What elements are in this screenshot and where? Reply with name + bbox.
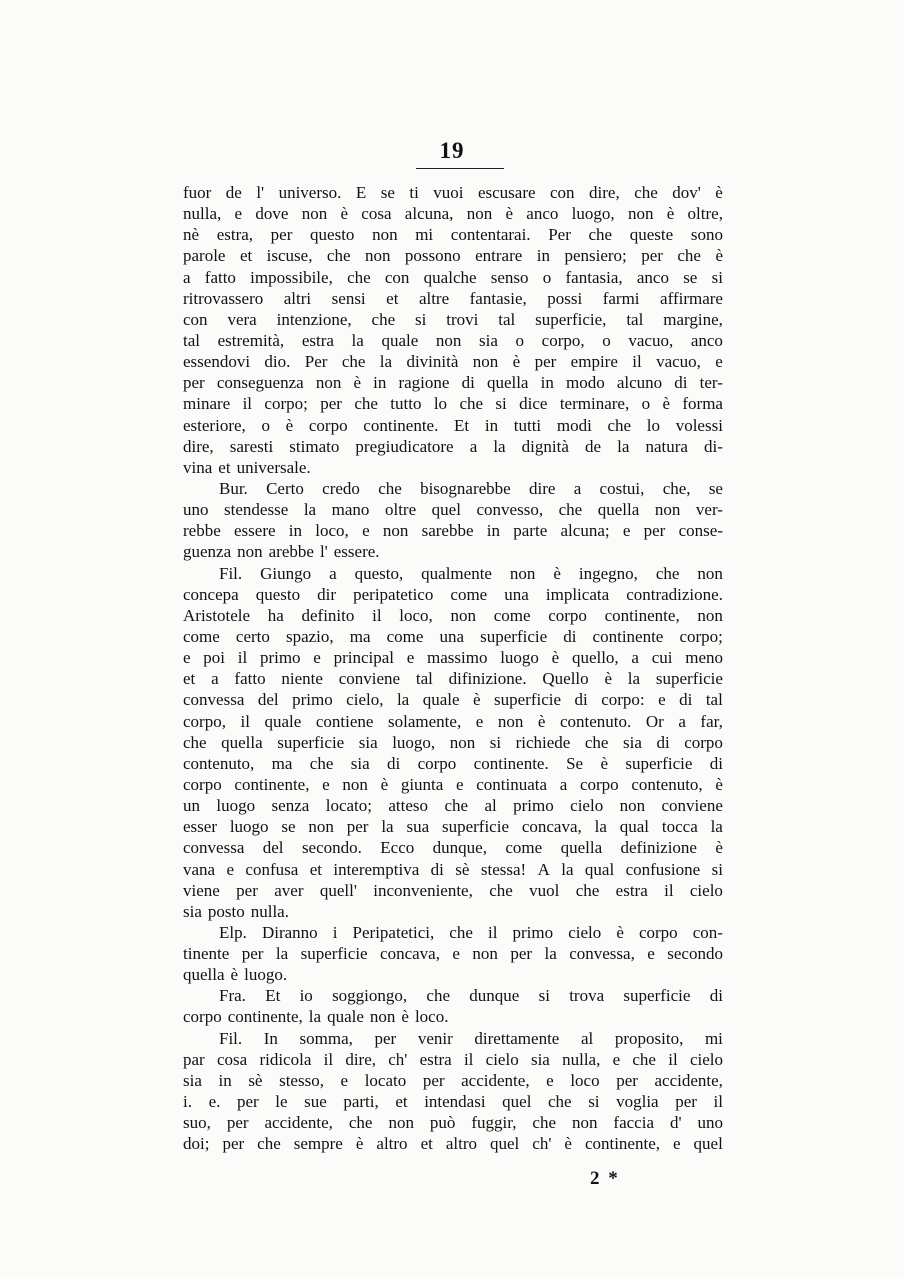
text-line: e poi il primo e principal e massimo luogo è quello, a cui meno: [183, 648, 723, 668]
text-line: convessa del secondo. Ecco dunque, come quella definizione è: [183, 838, 723, 858]
text-line: corpo continente, e non è giunta e continuata a corpo contenuto, è: [183, 774, 723, 794]
text-line: rebbe essere in loco, e non sarebbe in parte alcuna; e per conse-: [183, 521, 723, 541]
text-line: per conseguenza non è in ragione di quella in modo alcuno di ter-: [183, 373, 723, 393]
text-line: a fatto impossibile, che con qualche senso o fantasia, anco se si: [183, 267, 723, 287]
text-line: sia in sè stesso, e locato per accidente, e loco per accidente,: [183, 1070, 723, 1090]
text-line: nè estra, per questo non mi contentarai. Per che queste sono: [183, 225, 723, 245]
text-line: contenuto, ma che sia di corpo continente. Se è superficie di: [183, 753, 723, 773]
text-line: dire, saresti stimato pregiudicatore a la dignità de la natura di-: [183, 436, 723, 456]
text-line: che quella superficie sia luogo, non si richiede che sia di corpo: [183, 732, 723, 752]
text-line: come certo spazio, ma come una superficie di continente corpo;: [183, 626, 723, 646]
text-line: par cosa ridicola il dire, ch' estra il cielo sia nulla, e che il cielo: [183, 1049, 723, 1069]
text-line: parole et iscuse, che non possono entrare in pensiero; per che è: [183, 246, 723, 266]
text-line: con vera intenzione, che si trovi tal superficie, tal margine,: [183, 309, 723, 329]
text-line: viene per aver quell' inconveniente, che vuol che estra il cielo: [183, 880, 723, 900]
text-line: sia posto nulla.: [183, 901, 289, 921]
text-line: minare il corpo; per che tutto lo che si dice terminare, o è forma: [183, 394, 723, 414]
text-line: Elp. Diranno i Peripatetici, che il primo cielo è corpo con-: [219, 922, 723, 942]
text-line: fuor de l' universo. E se ti vuoi escusare con dire, che dov' è: [183, 183, 723, 202]
text-line: quella è luogo.: [183, 965, 288, 985]
body-text: [183, 182, 723, 1154]
text-line: suo, per accidente, che non può fuggir, che non faccia d' uno: [183, 1113, 723, 1133]
text-line: convessa del primo cielo, la quale è superficie di corpo: e di tal: [183, 690, 723, 710]
text-line: esteriore, o è corpo continente. Et in tutti modi che lo volessi: [183, 415, 723, 435]
text-line: nulla, e dove non è cosa alcuna, non è anco luogo, non è oltre,: [183, 204, 723, 224]
header-rule: [416, 168, 504, 169]
text-line: Fil. In somma, per venir direttamente al proposito, mi: [219, 1028, 723, 1048]
text-line: i. e. per le sue parti, et intendasi quel che si voglia per il: [183, 1092, 723, 1112]
text-line: vina et universale.: [183, 457, 311, 477]
text-line: et a fatto niente conviene tal difinizione. Quello è la superficie: [183, 669, 723, 689]
text-line: Fra. Et io soggiongo, che dunque si trova superficie di: [219, 986, 723, 1006]
text-line: doi; per che sempre è altro et altro quel ch' è continente, e quel: [183, 1134, 723, 1154]
page-number: 19: [439, 138, 465, 163]
text-line: concepa questo dir peripatetico come una implicata contradizione.: [183, 584, 723, 604]
text-line: Aristotele ha definito il loco, non come corpo continente, non: [183, 605, 723, 625]
text-line: ritrovassero altri sensi et altre fantasie, possi farmi affirmare: [183, 288, 723, 308]
text-line: essendovi dio. Per che la divinità non è per empire il vacuo, e: [183, 352, 723, 372]
text-line: esser luogo se non per la sua superficie concava, la qual tocca la: [183, 817, 723, 837]
text-line: tinente per la superficie concava, e non per la convessa, e secondo: [183, 944, 723, 964]
text-line: corpo continente, la quale non è loco.: [183, 1007, 449, 1027]
text-line: uno stendesse la mano oltre quel convesso, che quella non ver-: [183, 500, 723, 520]
text-line: guenza non arebbe l' essere.: [183, 542, 380, 562]
text-line: tal estremità, estra la quale non sia o corpo, o vacuo, anco: [183, 330, 723, 350]
text-line: Bur. Certo credo che bisognarebbe dire a costui, che, se: [219, 478, 723, 498]
text-line: vana e confusa et interemptiva di sè stessa! A la qual confusione si: [183, 859, 723, 879]
signature-mark: 2 *: [590, 1168, 620, 1189]
text-line: corpo, il quale contiene solamente, e non è contenuto. Or a far,: [183, 711, 723, 731]
text-line: un luogo senza locato; atteso che al primo cielo non conviene: [183, 796, 723, 816]
text-line: Fil. Giungo a questo, qualmente non è ingegno, che non: [219, 563, 723, 583]
